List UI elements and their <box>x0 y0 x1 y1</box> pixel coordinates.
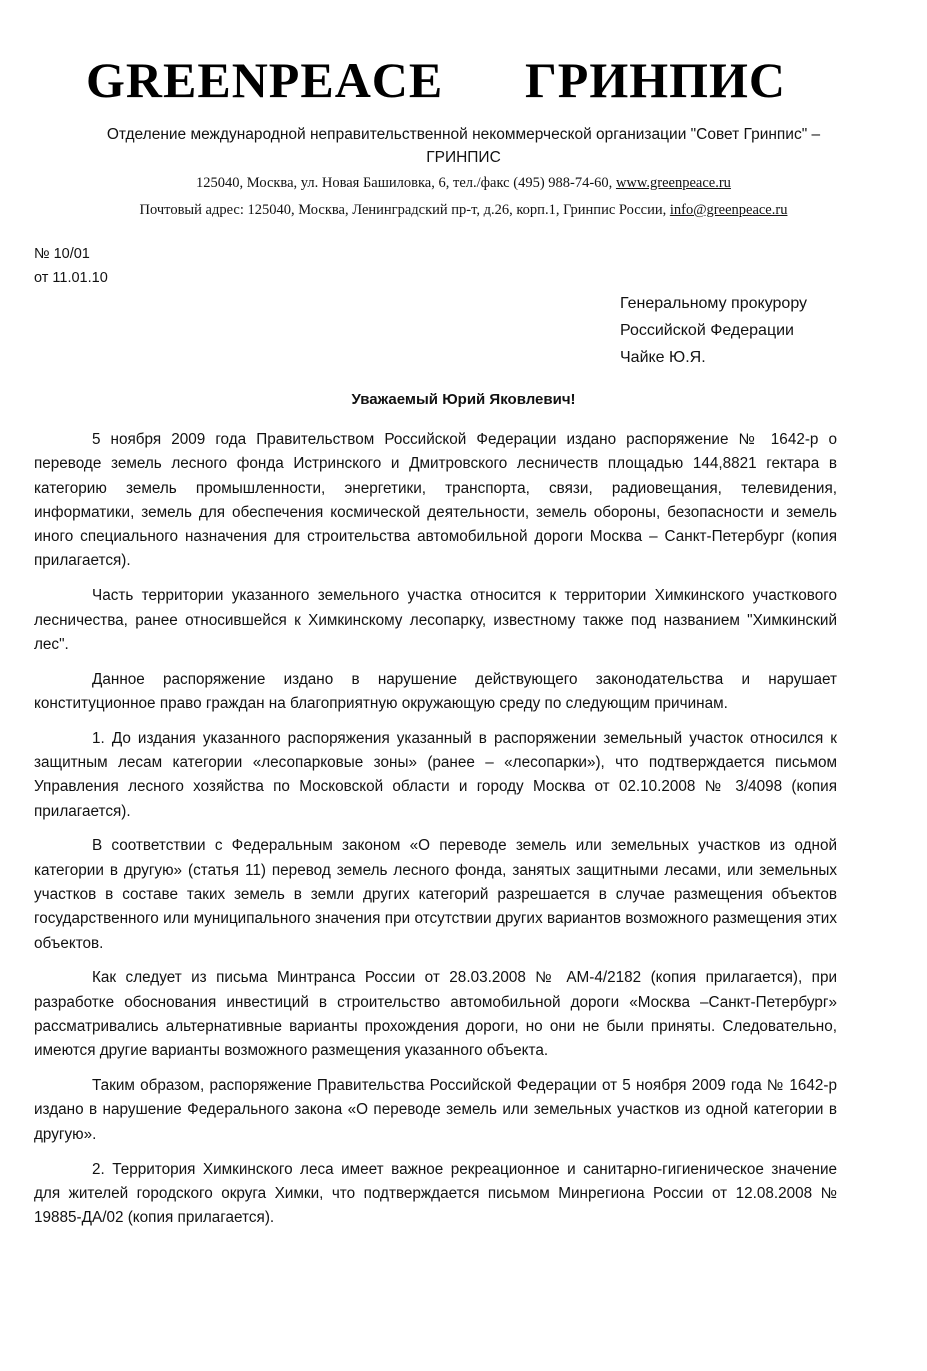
addressee-line-1: Генеральному прокурору <box>620 295 808 312</box>
paragraph: Таким образом, распоряжение Правительства Российской Федерации от 5 ноября 2009 года № 1642-р издано в нарушение Федерального закона «О переводе земель или земельных участков из одной категории в другую». <box>34 1077 837 1143</box>
paragraph: 1. До издания указанного распоряжения указанный в распоряжении земельный участок относился к защитным лесам категории «лесопарковые зоны» (ранее – «лесопарки»), что подтверждается письмом Управления лесного хозяйства по Московской области и городу Москва от 02.10.2008 № 3/4098 (копия прилагается). <box>34 729 837 820</box>
paragraph: 5 ноября 2009 года Правительством Российской Федерации издано распоряжение № 1642-р о переводе земель лесного фонда Истринского и Дмитровского лесничеств площадью 144,8821 гектара в категорию земель промышленности, энергетики, транспорта, связи, радиовещания, телевидения, информатики, земель для обеспечения космической деятельности, земель обороны, безопасности и земель иного специального назначения для строительства автомобильной дороги Москва – Санкт-Петербург (копия прилагается). <box>34 431 837 570</box>
letterhead-cyrillic: ГРИНПИС <box>524 52 786 108</box>
addressee-line-2: Российской Федерации <box>620 322 794 339</box>
address-line-2 <box>40 199 887 221</box>
paragraph: 2. Территория Химкинского леса имеет важное рекреационное и санитарно-гигиеническое значение для жителей городского округа Химки, что подтверждается письмом Минрегиона России от 12.08.2008 № 19885-ДА/02 (копия прилагается). <box>34 1160 837 1227</box>
letter-body <box>34 428 837 1241</box>
address-line-2-text: Почтовый адрес: 125040, Москва, Ленинградский пр-т, д.26, корп.1, Гринпис России, <box>139 202 670 218</box>
organization-line-2: ГРИНПИС <box>426 149 501 166</box>
paragraph: Как следует из письма Минтранса России от 28.03.2008 № АМ-4/2182 (копия прилагается), при разработке обоснования инвестиций в строительство автомобильной дороги «Москва –Санкт-Петербург» рассматривались альтернативные варианты прохождения дороги, но они не были приняты. Следовательно, имеются другие варианты возможного размещения указанного объекта. <box>34 969 837 1060</box>
paragraph: Данное распоряжение издано в нарушение действующего законодательства и нарушает конституционное право граждан на благоприятную окружающую среду по следующим причинам. <box>34 670 837 712</box>
address-line-1 <box>40 172 887 194</box>
salutation: Уважаемый Юрий Яковлевич! <box>351 391 576 408</box>
paragraph: Часть территории указанного земельного участка относится к территории Химкинского участкового лесничества, ранее относившейся к Химкинскому лесопарку, известному также под названием "Химкинский лес". <box>34 587 837 653</box>
addressee-line-3: Чайке Ю.Я. <box>620 349 706 366</box>
letterhead-latin: GREENPEACE <box>86 52 444 108</box>
paragraph: В соответствии с Федеральным законом «О переводе земель или земельных участков из одной категории в другую» (статья 11) перевод земель лесного фонда, занятых защитными лесами, или земельных участков в составе таких земель в земли других категорий разрешается в случае размещения объектов государственного или муниципального значения при отсутствии других вариантов возможного размещения этих объектов. <box>34 837 837 952</box>
organization-line-1: Отделение международной неправительственной некоммерческой организации "Совет Гринпис" – <box>106 126 821 143</box>
letterhead <box>86 52 786 108</box>
address-line-1-text: 125040, Москва, ул. Новая Башиловка, 6, тел./факс (495) 988-74-60, <box>196 175 616 191</box>
reference-date: от 11.01.10 <box>34 270 108 286</box>
email-link[interactable]: info@greenpeace.ru <box>669 202 788 218</box>
addressee-block <box>620 290 890 371</box>
reference-number: № 10/01 <box>34 246 90 262</box>
website-link[interactable]: www.greenpeace.ru <box>615 175 731 191</box>
